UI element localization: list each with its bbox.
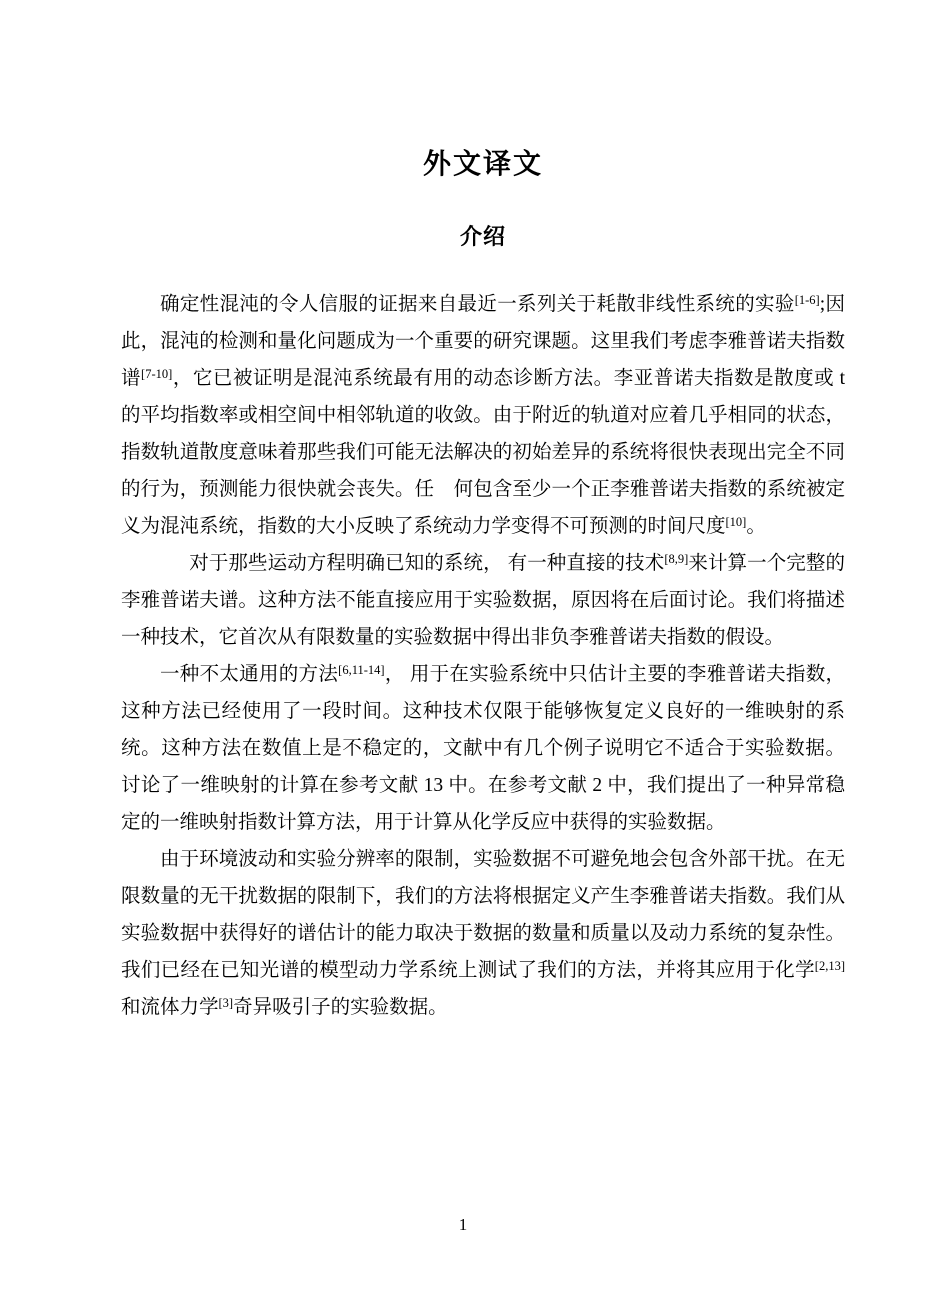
citation-superscript: [7-10] — [141, 367, 173, 382]
citation-superscript: [10] — [725, 515, 747, 530]
paragraph — [121, 545, 845, 656]
paragraph-text: ;因此，混沌的检测和量化问题成为一个重要的研究课题。这里我们考虑李雅普诺夫指数谱 — [121, 294, 845, 389]
section-heading: 介绍 — [459, 224, 506, 249]
paragraph-text: 奇异吸引子的实验数据。 — [233, 997, 448, 1018]
page-number: 1 — [458, 1215, 468, 1234]
paragraph-text: 一种不太通用的方法 — [160, 664, 339, 685]
paragraphs-container — [121, 286, 845, 1026]
paragraph-text: 。 — [746, 516, 766, 537]
document-title: 外文译文 — [422, 149, 543, 180]
citation-superscript: [3] — [218, 996, 234, 1011]
paragraph — [121, 286, 845, 545]
paragraph-text: ， 用于在实验系统中只估计主要的李雅普诺夫指数，这种方法已经使用了一段时间。这种技术仅限于能够恢复定义良好的一维映射的系统。这种方法在数值上是不稳定的，文献中有几个例子说明它不适合于实验数据。 讨论了一维映射的计算在参考文献 13 中。在参考文献 2 中，我们提出了一种异常稳定的一维映射指数计算方法，用于计算从化学反应中获得的实验数据。 — [121, 664, 845, 833]
paragraph-text: 由于环境波动和实验分辨率的限制，实验数据不可避免地会包含外部干扰。在无限数量的无干扰数据的限制下，我们的方法将根据定义产生李雅普诺夫指数。我们从实验数据中获得好的谱估计的能力取决于数据的数量和质量以及动力系统的复杂性。我们已经在已知光谱的模型动力学系统上测试了我们的方法，并将其应用于化学 — [121, 849, 845, 981]
paragraph-text: 对于那些运动方程明确已知的系统， 有一种直接的技术 — [189, 553, 665, 574]
citation-superscript: [8,9] — [664, 552, 689, 567]
citation-superscript: [1-6] — [794, 293, 820, 308]
paragraph — [121, 656, 845, 841]
citation-superscript: [2,13] — [814, 959, 845, 974]
paragraph-text: 和流体力学 — [121, 997, 219, 1018]
paragraph-text: 确定性混沌的令人信服的证据来自最近一系列关于耗散非线性系统的实验 — [160, 294, 795, 315]
paragraph — [121, 841, 845, 1026]
citation-superscript: [6,11-14] — [338, 663, 385, 678]
paragraph-text: 来计算一个完整的李雅普诺夫谱。这种方法不能直接应用于实验数据，原因将在后面讨论。我们将描述一种技术，它首次从有限数量的实验数据中得出非负李雅普诺夫指数的假设。 — [121, 553, 845, 648]
paragraph-text: ，它已被证明是混沌系统最有用的动态诊断方法。李亚普诺夫指数是散度或 t 的平均指数率或相空间中相邻轨道的收敛。由于附近的轨道对应着几乎相同的状态，指数轨道散度意味着那些我们可能无法解决的初始差异的系统将很快表现出完全不同的行为，预测能力很快就会丧失。任 何包含至少一个正李雅普诺夫指数的系统被定义为混沌系统，指数的大小反映了系统动力学变得不可预测的时间尺度 — [121, 368, 845, 537]
